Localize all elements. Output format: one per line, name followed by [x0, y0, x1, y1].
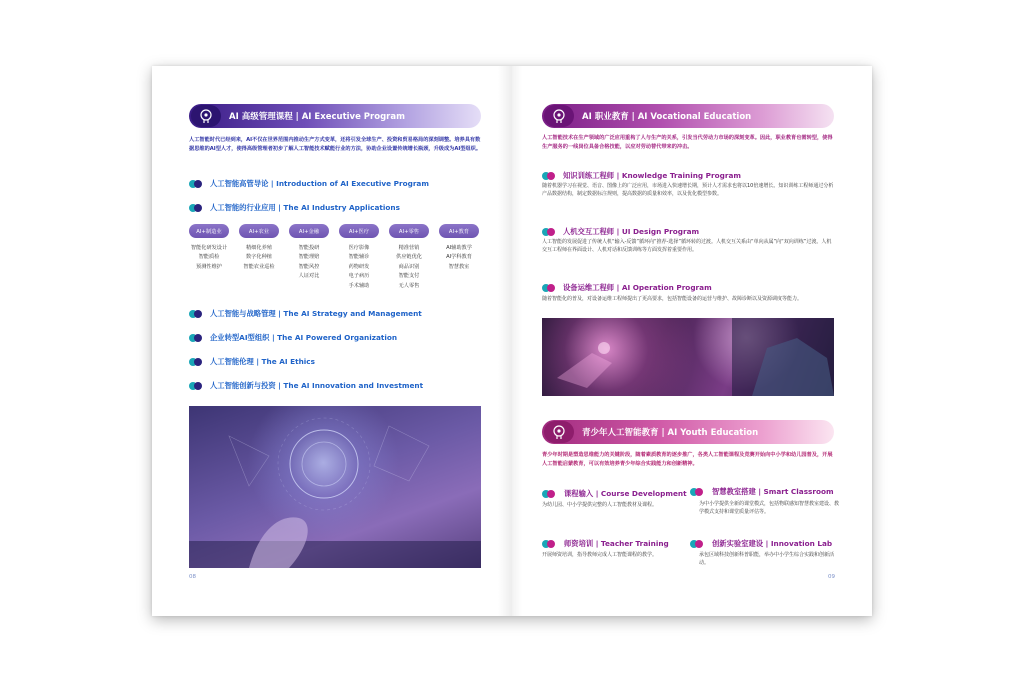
brain-head-icon — [191, 105, 221, 127]
bullet-icon — [189, 382, 203, 390]
bullet-icon — [542, 172, 556, 180]
youth-item-desc: 为幼儿园、中小学提供完整的人工智能教材及课程。 — [542, 502, 658, 508]
bullet-icon — [542, 540, 556, 548]
executive-program-banner — [189, 104, 481, 128]
program-desc: 随着智能化的普及，对设备运维工程师提出了更高要求，包括智能设备的运营与维护、故障诊断以及资源调度等能力。 — [542, 296, 803, 302]
bullet-icon — [542, 228, 556, 236]
ai-hand-photo — [189, 406, 481, 568]
bullet-icon — [542, 490, 556, 498]
youth-item-title: 智慧教室搭建 | Smart Classroom — [712, 487, 834, 496]
section-heading: 人工智能与战略管理 | The AI Strategy and Management — [210, 309, 422, 318]
left-page — [152, 66, 512, 616]
bullet-icon — [189, 358, 203, 366]
program-desc: 人工智能的发展促进了传统人机“输入-反馈”循环向“推荐-选择”循环转的过渡。人机交互关系由“单向从属”向“双向训练”过渡。人机交互工程师在界面设计、人机对话和反馈训练等方面发挥着重要作用。 — [542, 239, 832, 254]
section-heading: 企业转型AI型组织 | The AI Powered Organization — [210, 333, 398, 342]
executive-intro: 人工智能时代已经到来，AI不仅在世界范围内推动生产方式变革，还将引发全球生产、投资和贸易格局的深刻调整。培养具有数据思维的AI型人才，使得高级管理者初步了解人工智能技术赋能行业的方法，协助企业设置传统增长瓶颈，升级成为AI型组织。 — [189, 137, 482, 152]
right-page — [512, 66, 872, 616]
program-desc: 随着机器学习在视觉、语音、图像上的广泛应用，市场进入快速增长期，预计人才需求也将以10倍速增长。知识训练工程师通过分析产品数据结构，制定数据标注规则，提高数据的质量和效率，以及优化模型参数。 — [542, 183, 834, 198]
program-title: 设备运维工程师 | AI Operation Program — [563, 283, 712, 292]
vocational-intro: 人工智能技术在生产领域的广泛应用重构了人与生产的关系，引发当代劳动力市场的深刻变革。因此，职业教育也需转型，使得生产服务的一线岗位具备合格技能，以应对劳动替代带来的冲击。 — [542, 135, 833, 150]
app-pill: AI+医疗 — [339, 224, 379, 238]
youth-item-title: 课程输入 | Course Development — [564, 489, 687, 498]
bullet-icon — [690, 488, 704, 496]
app-list: 智能投研 智能理赔 智能风控 人证对比 — [298, 245, 320, 280]
app-pill: AI+制造业 — [189, 224, 229, 238]
bullet-icon — [189, 204, 203, 212]
brain-head-icon — [544, 105, 574, 127]
banner-title: 青少年人工智能教育 | AI Youth Education — [582, 428, 759, 438]
bullet-icon — [189, 180, 203, 188]
app-pill: AI+教育 — [439, 224, 479, 238]
youth-item-desc: 开展师资培训，指导教师完成人工智能课程的教学。 — [542, 552, 658, 558]
bullet-icon — [189, 310, 203, 318]
youth-item-desc: 承包区域科技创新科普职能，举办中小学生综合实践和创新活动。 — [699, 552, 835, 567]
page-number: 08 — [189, 574, 196, 580]
youth-intro: 青少年时期是塑造思维能力的关键阶段，随着素质教育的逐步推广，各类人工智能课程及竞赛开始向中小学和幼儿园普及，开展人工智能启蒙教育，可以有效培养青少年综合实践能力和创新精神。 — [542, 452, 833, 467]
youth-education-banner — [542, 420, 834, 444]
brain-head-icon — [544, 421, 574, 443]
app-pill: AI+零售 — [389, 224, 429, 238]
vocational-education-banner — [542, 104, 834, 128]
app-list: 精准营销 供应链优化 商品识别 智能支付 无人零售 — [396, 245, 422, 289]
youth-item-desc: 为中小学提供全新的课堂模式，包括物联感知智慧教室建设、教学模式支持和课堂质量评估等。 — [699, 501, 840, 516]
section-heading: 人工智能创新与投资 | The AI Innovation and Investment — [210, 381, 424, 390]
app-list: 医疗影像 智能辅诊 药物研发 电子病历 手术辅助 — [348, 245, 370, 289]
section-heading: 人工智能高管导论 | Introduction of AI Executive Program — [210, 179, 429, 188]
app-list: 智能化研发设计 智能质检 预测性维护 — [190, 245, 228, 270]
brochure-spread — [152, 66, 872, 616]
page-number: 09 — [828, 574, 835, 580]
banner-title: AI 高级管理课程 | AI Executive Program — [229, 112, 405, 122]
bullet-icon — [690, 540, 704, 548]
youth-item-title: 师资培训 | Teacher Training — [564, 539, 669, 548]
section-heading: 人工智能的行业应用 | The AI Industry Applications — [210, 203, 400, 212]
bullet-icon — [189, 334, 203, 342]
bullet-icon — [542, 284, 556, 292]
youth-item-title: 创新实验室建设 | Innovation Lab — [712, 539, 833, 548]
section-heading: 人工智能伦理 | The AI Ethics — [210, 357, 315, 366]
app-list: 精细化养殖 数字化种植 智能农业巡检 — [243, 245, 275, 270]
app-pill: AI+农业 — [239, 224, 279, 238]
app-list: AI辅助教学 AI学科教育 智慧教室 — [446, 245, 472, 270]
program-title: 人机交互工程师 | UI Design Program — [563, 227, 700, 236]
banner-title: AI 职业教育 | AI Vocational Education — [582, 112, 752, 122]
app-pill: AI+金融 — [289, 224, 329, 238]
program-title: 知识训练工程师 | Knowledge Training Program — [563, 171, 741, 180]
factory-robot-photo — [542, 318, 834, 396]
